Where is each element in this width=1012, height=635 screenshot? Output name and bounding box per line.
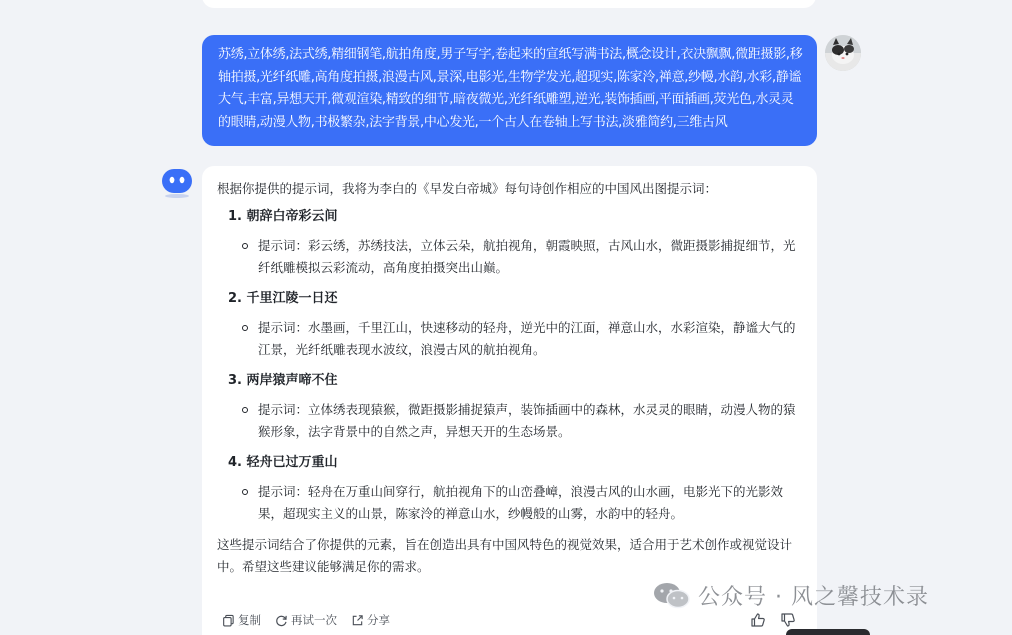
cat-avatar-icon <box>825 35 861 71</box>
assistant-avatar <box>160 165 194 199</box>
prompt-section <box>228 452 801 525</box>
section-title: 4. 轻舟已过万重山 <box>228 455 338 470</box>
user-message-bubble: 苏绣,立体绣,法式绣,精细钢笔,航拍角度,男子写字,卷起来的宣纸写满书法,概念设计,衣决飘飘,微距摄影,移轴拍摄,光纤纸雕,高角度拍摄,浪漫古风,景深,电影光,生物学发光,超现实,陈家泠,禅意,纱幔,水韵,水彩,静谧大气,丰富,异想天开,微观渲染,精致的细节,暗夜微光,光纤纸雕塑,逆光,装饰插画,平面插画,荧光色,水灵灵的眼睛,动漫人物,书极繁杂,法字背景,中心发光,一个古人在卷轴上写书法,淡雅简约,三维古风 <box>202 35 817 146</box>
thumbs-down-icon[interactable] <box>780 612 796 628</box>
copy-label: 复制 <box>238 613 261 627</box>
response-summary: 这些提示词结合了你提供的元素，旨在创造出具有中国风特色的视觉效果，适合用于艺术创作或视觉设计中。希望这些建议能够满足你的需求。 <box>217 537 793 574</box>
assistant-message-card <box>202 166 817 635</box>
bottom-scroll-indicator <box>786 629 870 635</box>
list-item <box>228 235 801 279</box>
list-item <box>228 399 801 443</box>
section-title: 2. 千里江陵一日还 <box>228 291 338 306</box>
retry-label: 再试一次 <box>291 613 337 627</box>
bullet-text: 提示词：立体绣表现猿猴，微距摄影捕捉猿声，装饰插画中的森林，水灵灵的眼睛，动漫人物的猿猴形象，法字背景中的自然之声，异想天开的生态场景。 <box>258 402 796 439</box>
prompt-section <box>228 206 801 279</box>
prompt-section <box>228 370 801 443</box>
refresh-icon <box>275 614 288 627</box>
watermark <box>652 580 929 611</box>
bullet-circle-icon <box>242 407 248 413</box>
user-avatar[interactable] <box>825 35 861 71</box>
bullet-circle-icon <box>242 243 248 249</box>
bullet-text: 提示词：水墨画，千里江山，快速移动的轻舟，逆光中的江面，禅意山水，水彩渲染，静谧大气的江景，光纤纸雕表现水波纹，浪漫古风的航拍视角。 <box>258 320 796 357</box>
copy-icon <box>222 614 235 627</box>
bullet-text: 提示词：彩云绣，苏绣技法，立体云朵，航拍视角，朝霞映照，古风山水，微距摄影捕捉细节，光纤纸雕模拟云彩流动，高角度拍摄突出山巅。 <box>258 238 796 275</box>
watermark-text: 公众号 · 风之馨技术录 <box>698 585 929 610</box>
feedback-buttons <box>750 612 796 628</box>
share-label: 分享 <box>367 613 390 627</box>
retry-button[interactable] <box>275 612 337 628</box>
list-item <box>228 481 801 525</box>
wechat-logo-icon <box>652 581 692 611</box>
bullet-text: 提示词：轻舟在万重山间穿行，航拍视角下的山峦叠嶂，浪漫古风的山水画，电影光下的光影效果，超现实主义的山景，陈家泠的禅意山水，纱幔般的山雾，水韵中的轻舟。 <box>258 484 784 521</box>
robot-icon <box>160 165 194 199</box>
list-item <box>228 317 801 361</box>
response-intro: 根据你提供的提示词，我将为李白的《早发白帝城》每句诗创作相应的中国风出图提示词： <box>217 181 718 196</box>
bullet-circle-icon <box>242 489 248 495</box>
message-actions <box>222 612 390 628</box>
bullet-circle-icon <box>242 325 248 331</box>
previous-message-card <box>202 0 816 8</box>
section-title: 3. 两岸猿声啼不住 <box>228 373 338 388</box>
share-button[interactable] <box>351 612 390 628</box>
copy-button[interactable] <box>222 612 261 628</box>
prompt-section <box>228 288 801 361</box>
section-title: 1. 朝辞白帝彩云间 <box>228 209 338 224</box>
thumbs-up-icon[interactable] <box>750 612 766 628</box>
share-icon <box>351 614 364 627</box>
